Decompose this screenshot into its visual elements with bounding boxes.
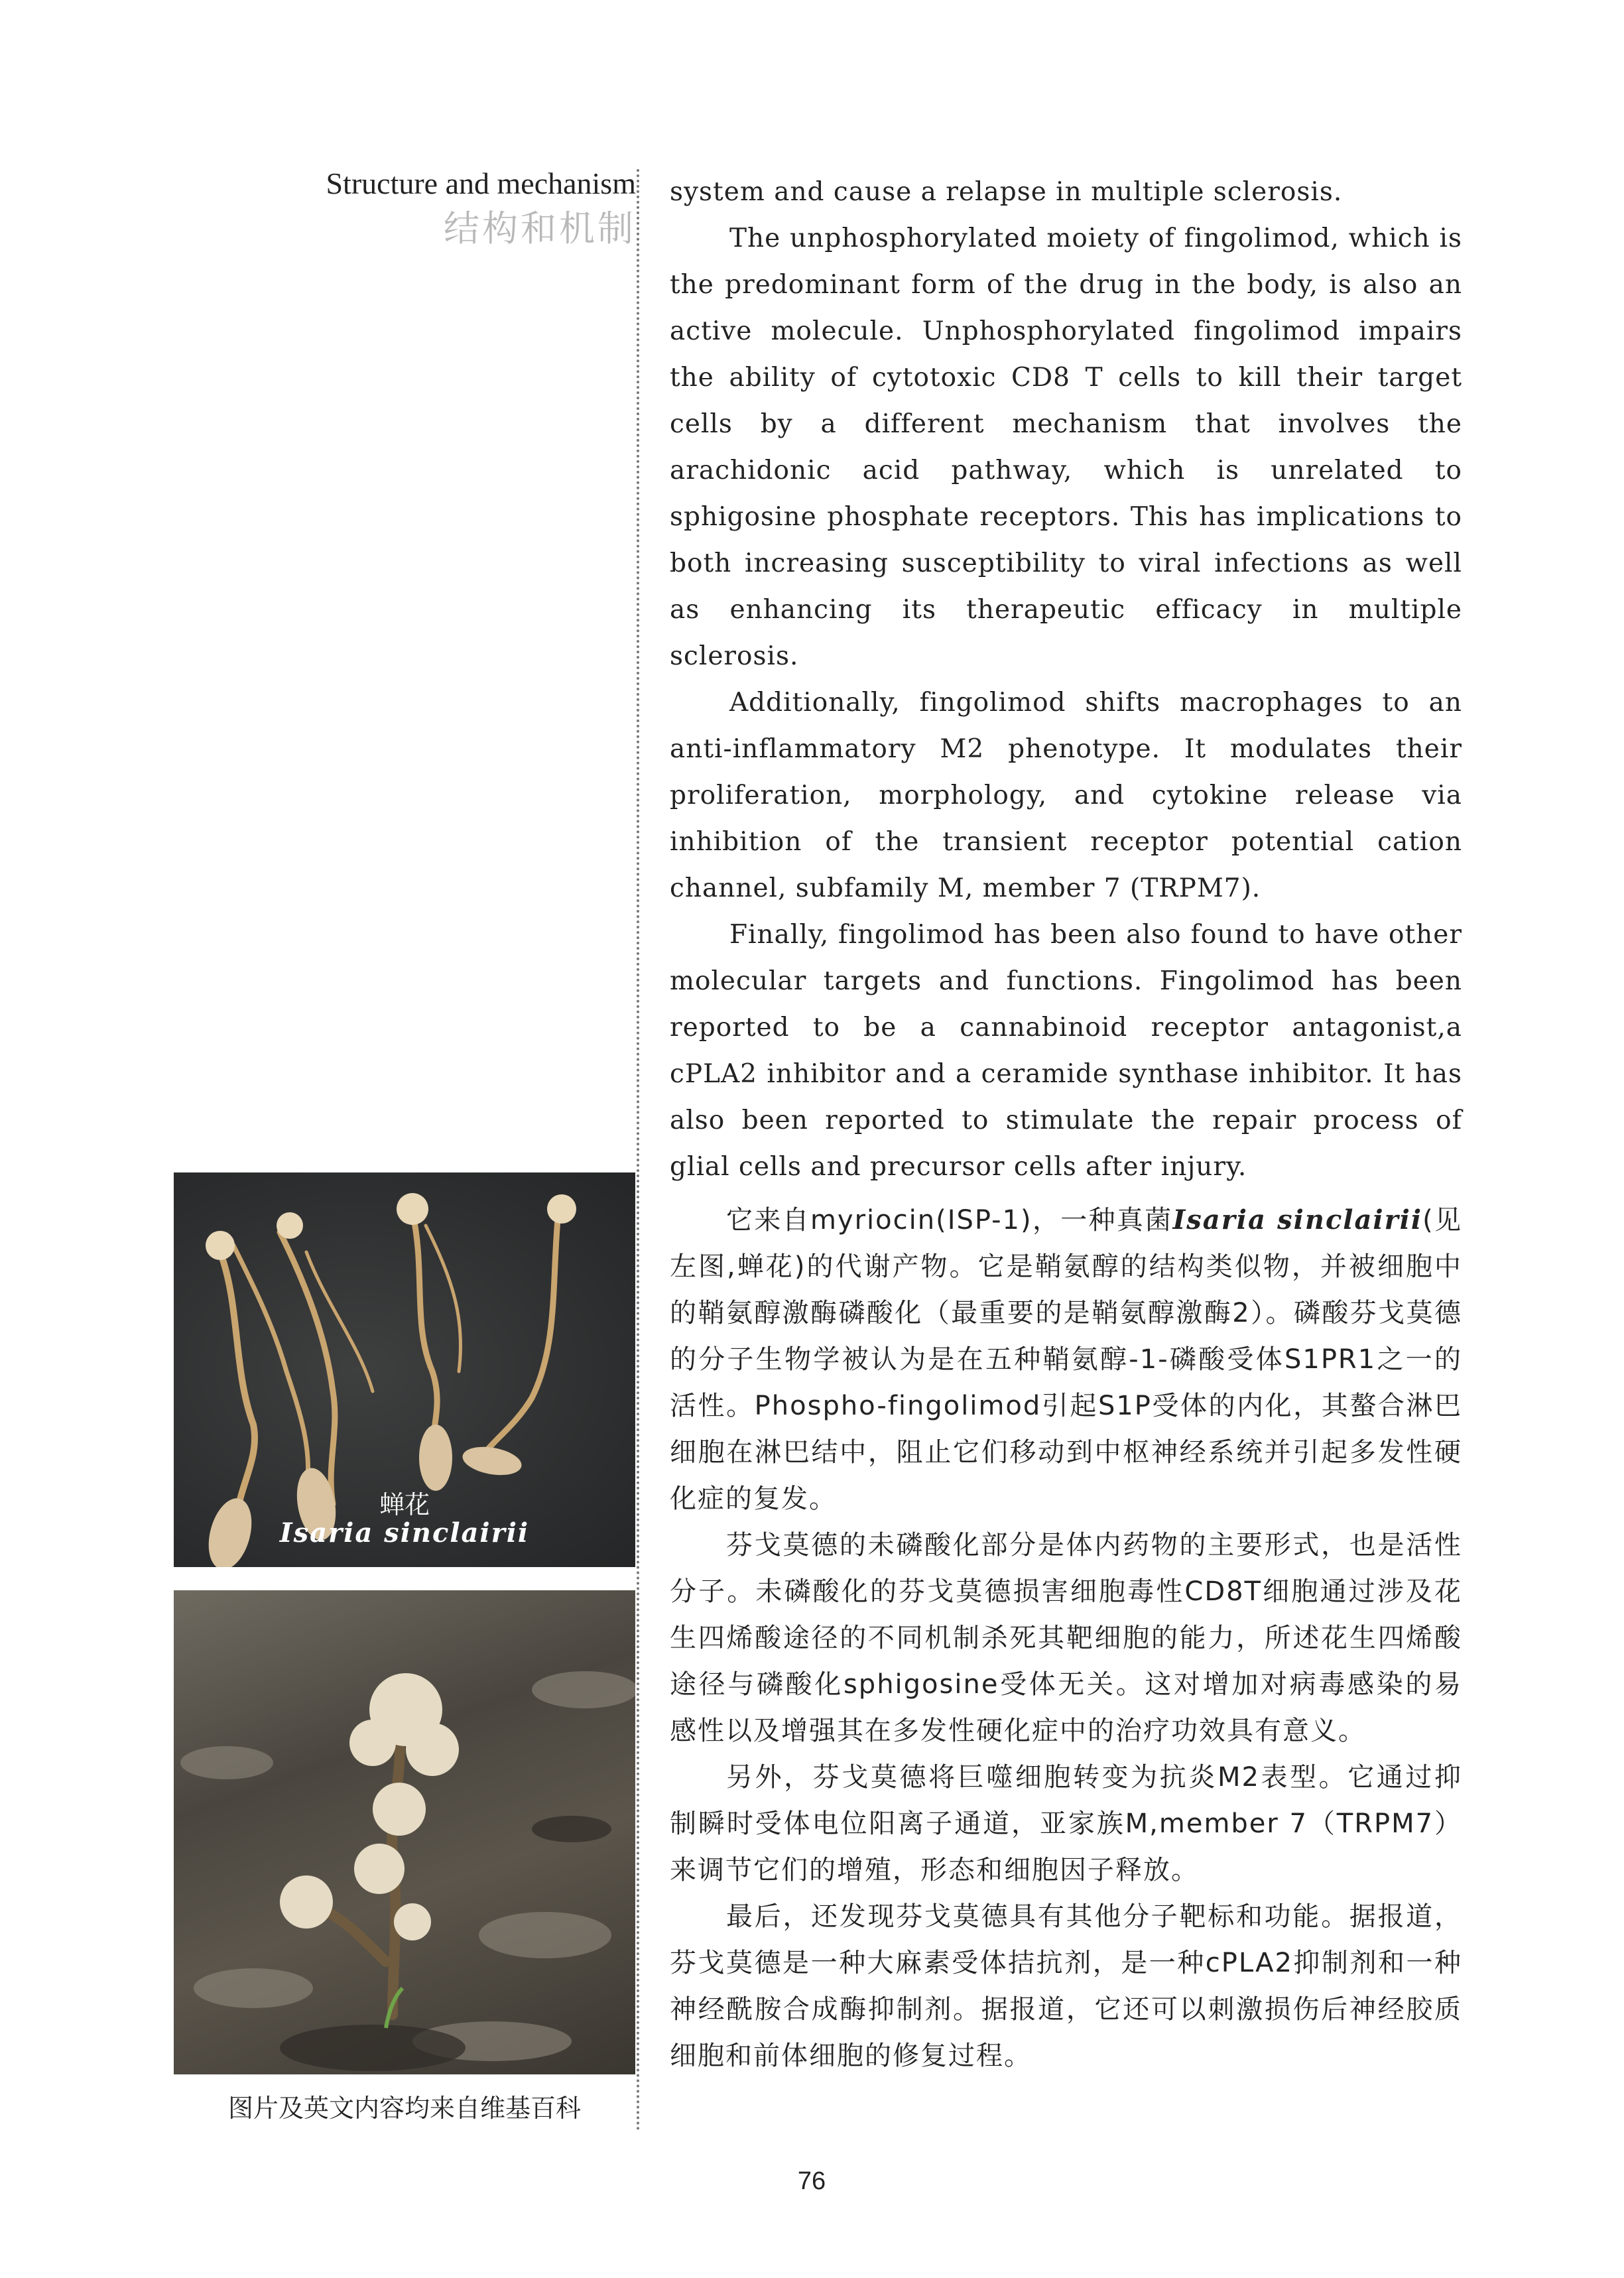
figure-source-note: 图片及英文内容均来自维基百科 (227, 2094, 581, 2123)
photo-live-fungus (174, 1590, 635, 2074)
photo-caption-zh: 蝉花 (379, 1490, 430, 1519)
en-paragraph-4: Finally, fingolimod has been also found to have other molecular targets and functions. Fingolimod has been reported to be a cannabinoid receptor antagonist,a cPLA2 inhibitor and a ceramide synthase inhibitor. It has also been reported to stimulate the repair process of glial cells and precursor cells after injury. (670, 920, 1462, 1182)
zh-paragraph-3: 另外，芬戈莫德将巨噬细胞转变为抗炎M2表型。它通过抑制瞬时受体电位阳离子通道，亚家族M,member 7（TRPM7）来调节它们的增殖，形态和细胞因子释放。 (670, 1762, 1462, 1885)
main-text-column (670, 169, 1462, 2079)
column-divider (637, 169, 639, 2132)
photo-caption-species: Isaria sinclairii (279, 1517, 530, 1549)
section-title-en: Structure and mechanism (326, 166, 636, 200)
zh-paragraph-4: 最后，还发现芬戈莫德具有其他分子靶标和功能。据报道，芬戈莫德是一种大麻素受体拮抗剂，是一种cPLA2抑制剂和一种神经酰胺合成酶抑制剂。据报道，它还可以刺激损伤后神经胶质细胞和前体细胞的修复过程。 (670, 1901, 1462, 2071)
en-paragraph-1: system and cause a relapse in multiple sclerosis. (670, 177, 1343, 207)
zh-p1-before: 它来自myriocin(ISP-1)，一种真菌 (726, 1205, 1173, 1235)
zh-p1-species: Isaria sinclairii (1172, 1204, 1423, 1235)
en-paragraph-3: Additionally, fingolimod shifts macrophages to an anti-inflammatory M2 phenotype. It modulates their proliferation, morphology, and cytokine release via inhibition of the transient receptor potential cation channel, subfamily M, member 7 (TRPM7). (670, 688, 1462, 903)
photo-dried-specimens (174, 1172, 635, 1567)
zh-p1-after: (见左图,蝉花)的代谢产物。它是鞘氨醇的结构类似物，并被细胞中的鞘氨醇激酶磷酸化（最重要的是鞘氨醇激酶2）。磷酸芬戈莫德的分子生物学被认为是在五种鞘氨醇-1-磷酸受体S1PR1之一的活性。Phospho-fingolimod引起S1P受体的内化，其螯合淋巴细胞在淋巴结中，阻止它们移动到中枢神经系统并引起多发性硬化症的复发。 (670, 1205, 1463, 1514)
live-fungus-illustration (174, 1590, 635, 2074)
page-number: 76 (797, 2167, 826, 2195)
section-title-zh: 结构和机制 (444, 208, 636, 249)
zh-paragraph-1 (670, 1197, 1462, 1522)
zh-paragraph-2: 芬戈莫德的未磷酸化部分是体内药物的主要形式，也是活性分子。未磷酸化的芬戈莫德损害细胞毒性CD8T细胞通过涉及花生四烯酸途径的不同机制杀死其靶细胞的能力，所述花生四烯酸途径与磷酸化sphigosine受体无关。这对增加对病毒感染的易感性以及增强其在多发性硬化症中的治疗功效具有意义。 (670, 1530, 1462, 1746)
en-paragraph-2: The unphosphorylated moiety of fingolimod, which is the predominant form of the drug in the body, is also an active molecule. Unphosphorylated fingolimod impairs the ability of cytotoxic CD8 T cells to kill their target cells by a different mechanism that involves the arachidonic acid pathway, which is unrelated to sphigosine phosphate receptors. This has implications to both increasing susceptibility to viral infections as well as enhancing its therapeutic efficacy in multiple sclerosis. (670, 223, 1462, 671)
